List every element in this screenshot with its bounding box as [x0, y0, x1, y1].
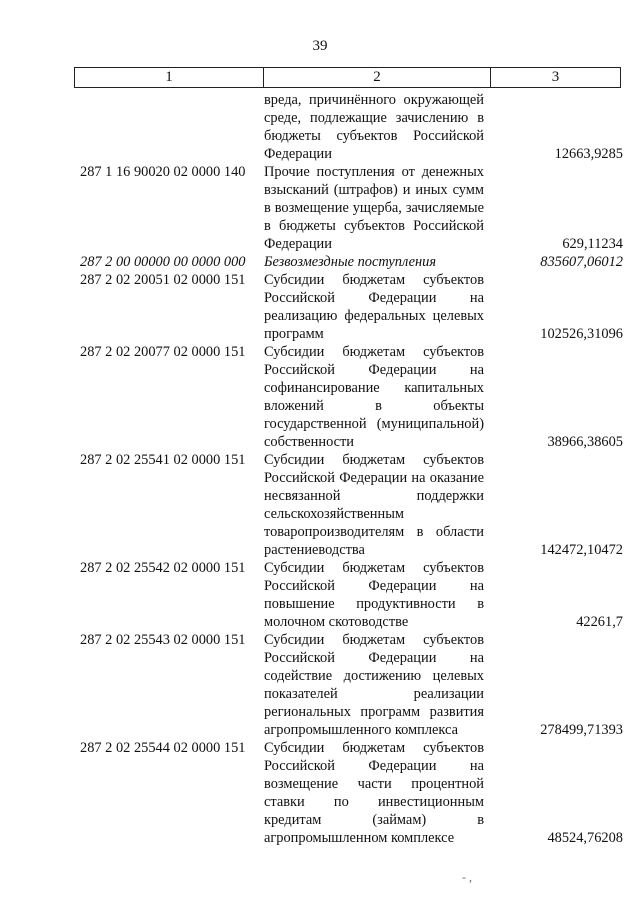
- row-amount: 278499,71393: [540, 722, 623, 738]
- header-col-2: 2: [264, 68, 491, 87]
- footer-mark: - ,: [462, 870, 472, 884]
- row-amount: 42261,7: [576, 614, 623, 630]
- row-code: 287 2 02 25543 02 0000 151: [80, 632, 246, 648]
- row-amount: 835607,06012: [540, 254, 623, 270]
- row-code: 287 2 02 20077 02 0000 151: [80, 344, 246, 360]
- row-amount: 38966,38605: [547, 434, 623, 450]
- table-row: [0, 739, 640, 847]
- row-amount: 629,11234: [562, 236, 623, 252]
- table-row: [0, 451, 640, 559]
- table-header: [74, 67, 621, 88]
- row-code: 287 2 02 25544 02 0000 151: [80, 740, 246, 756]
- table-row: [0, 343, 640, 451]
- row-code: 287 2 02 25541 02 0000 151: [80, 452, 246, 468]
- row-amount: 102526,31096: [540, 326, 623, 342]
- table-row: [0, 271, 640, 343]
- header-col-1: 1: [75, 68, 264, 87]
- header-col-3: 3: [551, 69, 560, 85]
- row-description: Субсидии бюджетам субъектов Российской Федерации на реализацию федеральных целевых программ: [264, 272, 484, 342]
- table-row: [0, 631, 640, 739]
- row-description: Субсидии бюджетам субъектов Российской Федерации на содействие достижению целевых показателей реализации региональных программ развития агропромышленного комплекса: [264, 632, 484, 738]
- table-row: [0, 91, 640, 163]
- row-description: Субсидии бюджетам субъектов Российской Федерации на софинансирование капитальных вложений в объекты государственной (муниципальной) собственности: [264, 344, 484, 450]
- row-description: вреда, причинённого окружающей среде, подлежащие зачислению в бюджеты субъектов Российской Федерации: [264, 92, 484, 162]
- row-amount: 48524,76208: [547, 830, 623, 846]
- row-code: 287 2 02 20051 02 0000 151: [80, 272, 246, 288]
- row-description: Субсидии бюджетам субъектов Российской Федерации на возмещение части процентной ставки по инвестиционным кредитам (займам) в агропромышленном комплексе: [264, 740, 484, 846]
- table-body: [0, 91, 640, 847]
- table-row: [0, 163, 640, 253]
- table-row: [0, 253, 640, 271]
- page-number: 39: [312, 38, 328, 54]
- row-code: 287 1 16 90020 02 0000 140: [80, 164, 246, 180]
- row-code: 287 2 00 00000 00 0000 000: [80, 254, 246, 270]
- row-amount: 142472,10472: [540, 542, 623, 558]
- row-description: Субсидии бюджетам субъектов Российской Федерации на оказание несвязанной поддержки сельскохозяйственным товаропроизводителям в области растениеводства: [264, 452, 484, 558]
- row-description: Субсидии бюджетам субъектов Российской Федерации на повышение продуктивности в молочном скотоводстве: [264, 560, 484, 630]
- row-description: Безвозмездные поступления: [264, 254, 437, 270]
- row-description: Прочие поступления от денежных взысканий (штрафов) и иных сумм в возмещение ущерба, зачисляемые в бюджеты субъектов Российской Федерации: [264, 164, 484, 252]
- table-row: [0, 559, 640, 631]
- row-amount: 12663,9285: [554, 146, 623, 162]
- row-code: 287 2 02 25542 02 0000 151: [80, 560, 246, 576]
